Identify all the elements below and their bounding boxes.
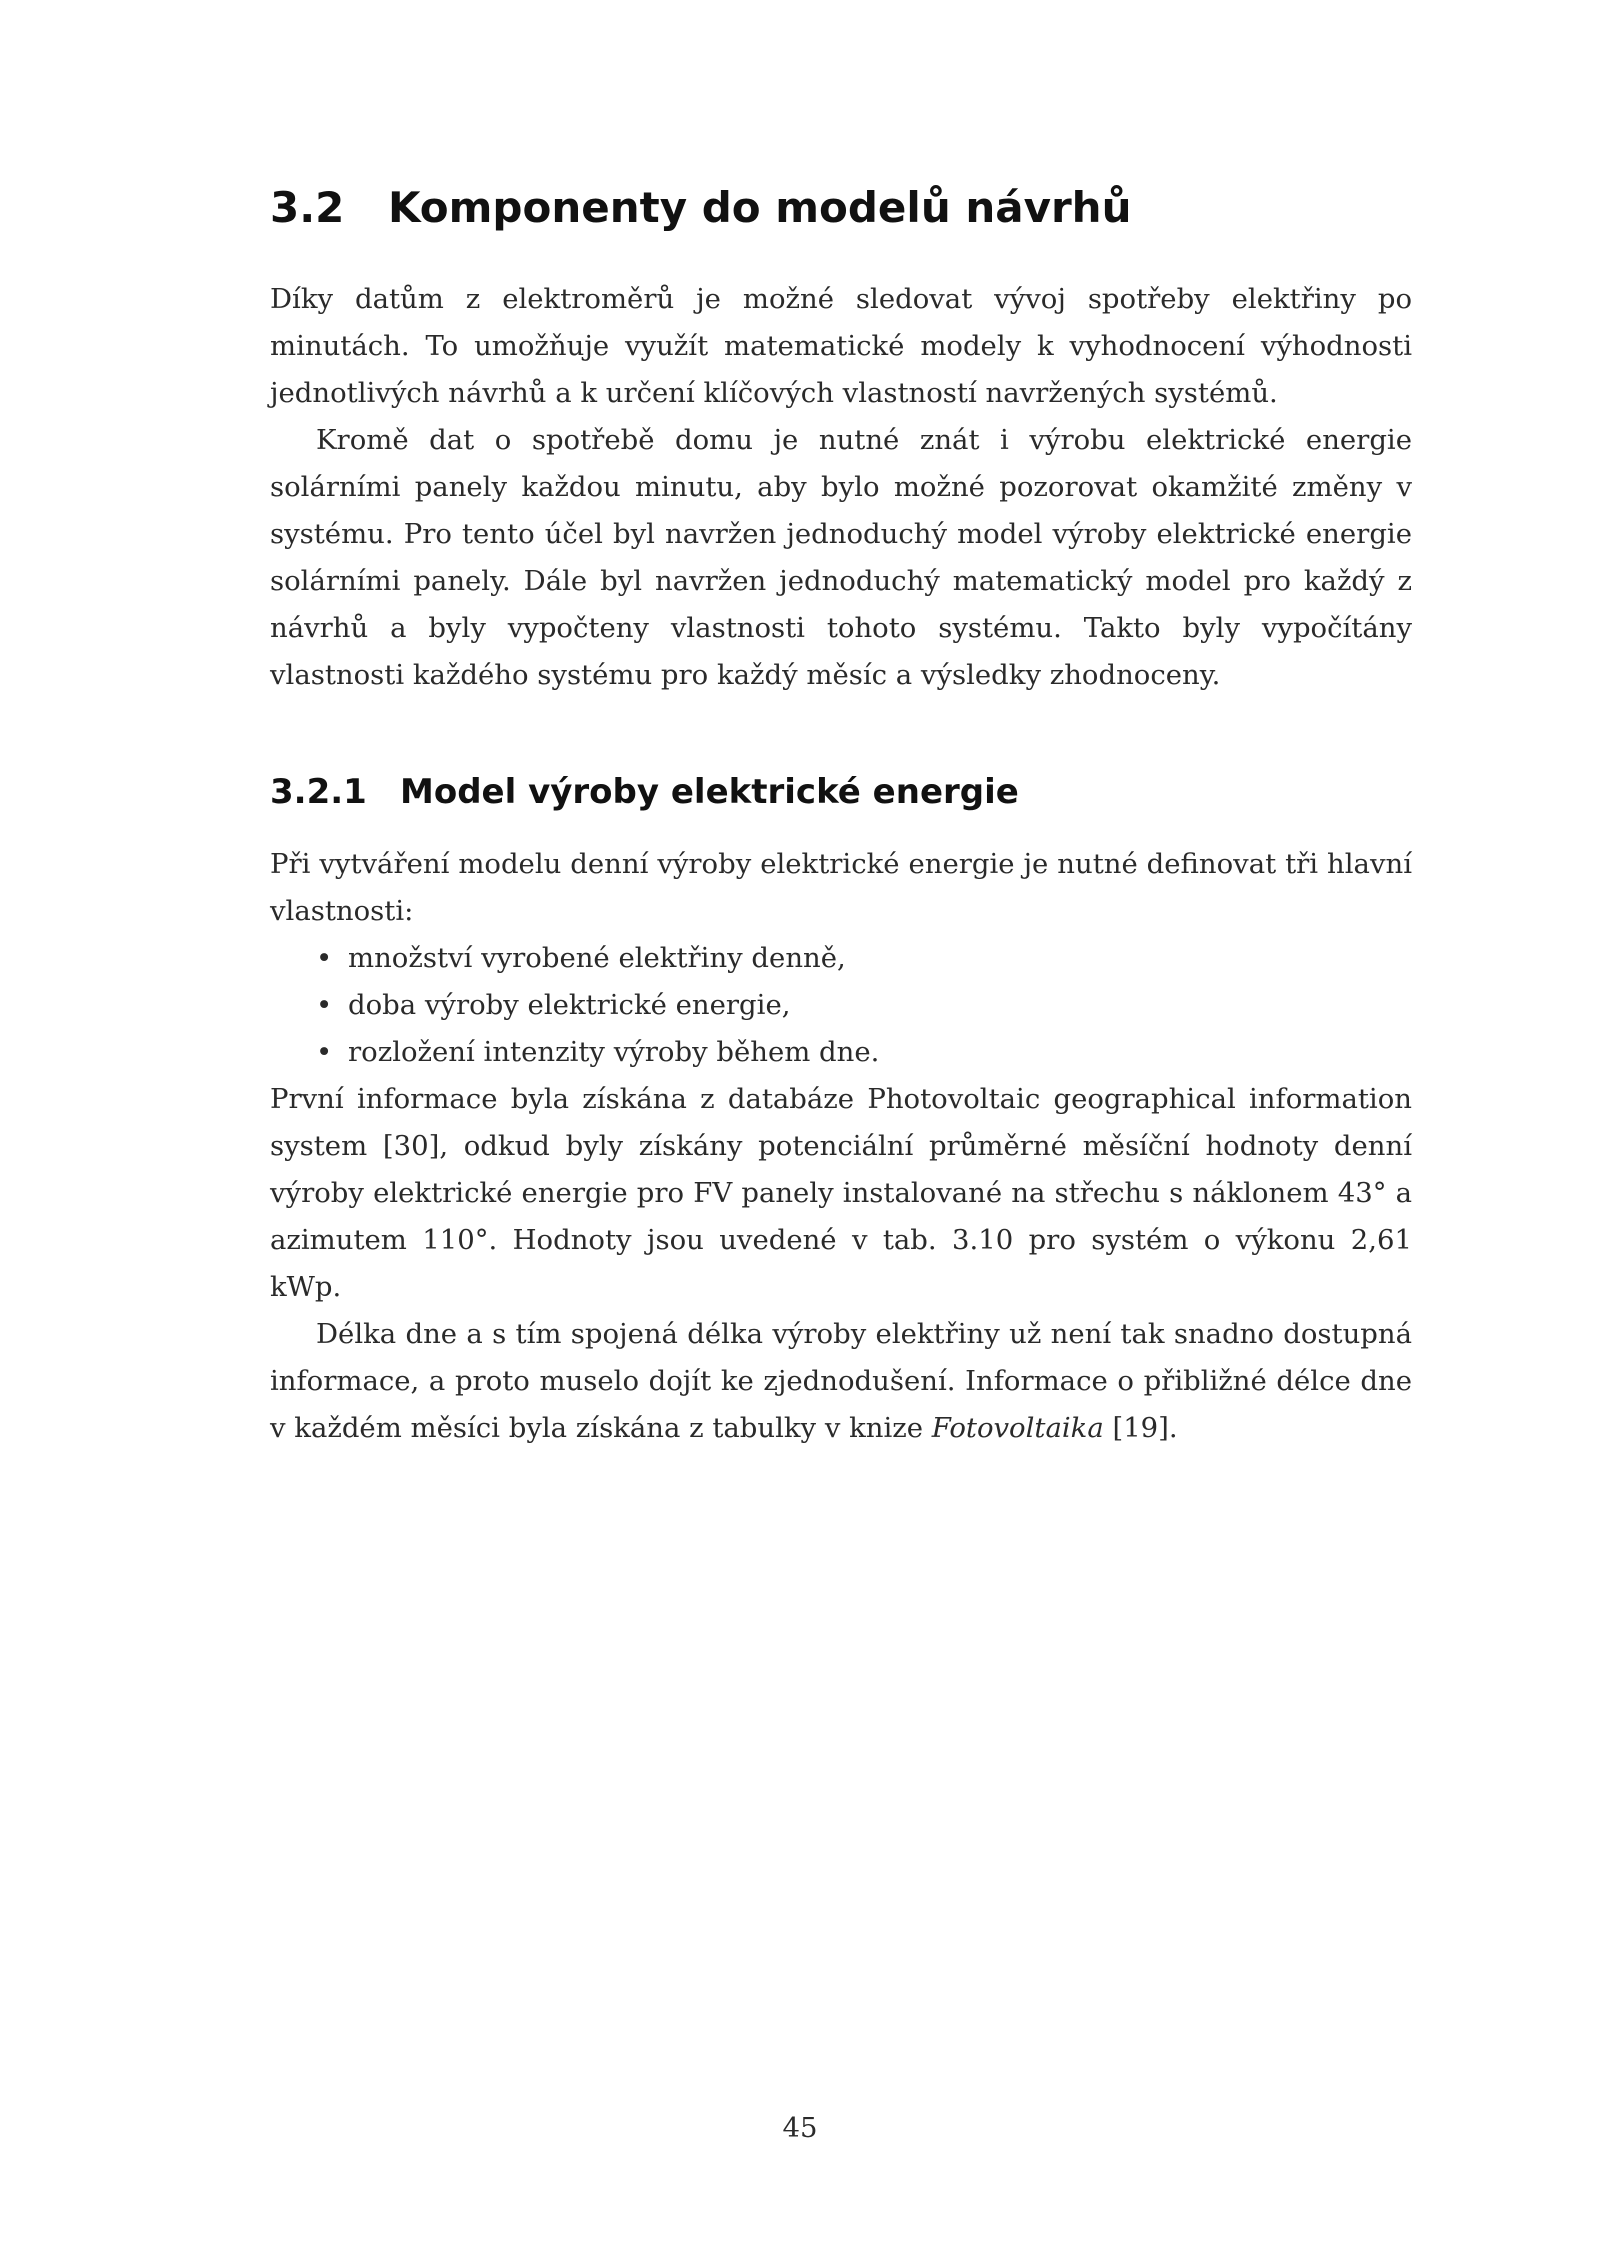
page-number: 45 <box>782 2112 818 2144</box>
list-item-text: rozložení intenzity výroby během dne. <box>348 1036 880 1068</box>
list-item-text: množství vyrobené elektřiny denně, <box>348 942 846 974</box>
bullet-icon: • <box>316 1036 333 1068</box>
section-title: Komponenty do modelů návrhů <box>388 183 1132 232</box>
section-number: 3.2 <box>270 183 345 232</box>
subsection-number: 3.2.1 <box>270 772 367 812</box>
bullet-icon: • <box>316 942 333 974</box>
intro-paragraph-2: Kromě dat o spotřebě domu je nutné znát i výrobu elektrické energie solárními panely každou minutu, aby bylo možné pozorovat okamžité změny v systému. Pro tento účel byl navržen jednoduchý model výroby elektrické energie solárními panely. Dále byl navržen jednoduchý matematický model pro každý z návrhů a byly vypočteny vlastnosti tohoto systému. Takto byly vypočítány vlastnosti každého systému pro každý měsíc a výsledky zhodnoceny. <box>270 424 1412 691</box>
pvgis-paragraph: První informace byla získána z databáze Photovoltaic geographical information system [30], odkud byly získány potenciální průměrné měsíční hodnoty denní výroby elektrické energie pro FV panely instalované na střechu s náklonem 43° a azimutem 110°. Hodnoty jsou uvedené v tab. 3.10 pro systém o výkonu 2,61 kWp. <box>270 1083 1412 1303</box>
list-item <box>270 1029 1412 1076</box>
subsection-lead-paragraph: Při vytváření modelu denní výroby elektrické energie je nutné definovat tři hlavní vlastnosti: <box>270 848 1412 927</box>
day-length-text: Délka dne a s tím spojená délka výroby elektřiny už není tak snadno dostupná informace, a proto muselo dojít ke zjednodušení. Informace o přibližné délce dne v každém měsíci byla získána z tabulky v knize <box>270 1318 1412 1444</box>
day-length-paragraph <box>270 1311 1412 1452</box>
section-heading <box>270 178 1412 238</box>
list-item <box>270 935 1412 982</box>
intro-paragraph-1: Díky datům z elektroměrů je možné sledovat vývoj spotřeby elektřiny po minutách. To umožňuje využít matematické modely k vyhodnocení výhodnosti jednotlivých návrhů a k určení klíčových vlastností navržených systémů. <box>270 283 1412 409</box>
page-body <box>270 178 1412 1452</box>
list-item <box>270 982 1412 1029</box>
subsection-heading <box>270 767 1412 817</box>
bullet-icon: • <box>316 989 333 1021</box>
list-item-text: doba výroby elektrické energie, <box>348 989 791 1021</box>
citation: [19]. <box>1103 1412 1178 1444</box>
book-title: Fotovoltaika <box>931 1412 1104 1444</box>
subsection-title: Model výroby elektrické energie <box>400 772 1019 812</box>
properties-list <box>270 935 1412 1076</box>
